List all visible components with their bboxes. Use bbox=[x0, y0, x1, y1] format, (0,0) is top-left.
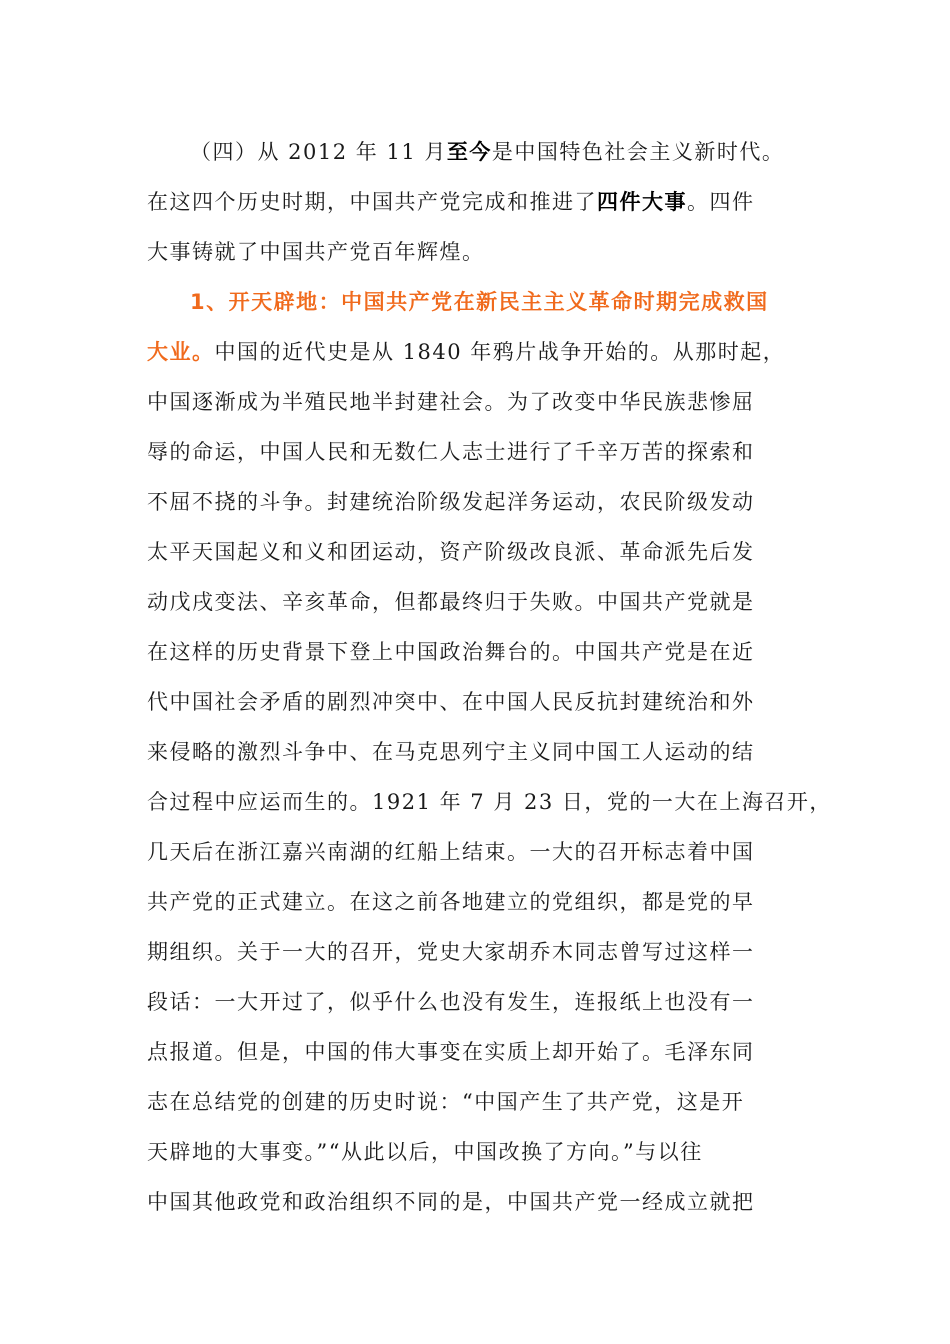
text-run: 大事铸就了中国共产党百年辉煌。 bbox=[147, 240, 485, 264]
text-run: 是中国特色社会主义新时代。 bbox=[491, 140, 785, 164]
paragraph-line: 中国逐渐成为半殖民地半封建社会。为了改变中华民族悲惨屈 bbox=[147, 390, 755, 414]
paragraph-line: 志在总结党的创建的历史时说：“中国产生了共产党，这是开 bbox=[147, 1090, 745, 1114]
section-heading bbox=[190, 282, 870, 322]
paragraph-line: 几天后在浙江嘉兴南湖的红船上结束。一大的召开标志着中国 bbox=[147, 840, 755, 864]
paragraph-line: 点报道。但是，中国的伟大事变在实质上却开始了。毛泽东同 bbox=[147, 1040, 755, 1064]
paragraph-line: 太平天国起义和义和团运动，资产阶级改良派、革命派先后发 bbox=[147, 540, 755, 564]
bold-text: 至今 bbox=[446, 140, 492, 164]
paragraph-line bbox=[147, 232, 827, 272]
paragraph-line bbox=[147, 182, 827, 222]
paragraph-line: 不屈不挠的斗争。封建统治阶级发起洋务运动，农民阶级发动 bbox=[147, 490, 755, 514]
text-run: 在这四个历史时期，中国共产党完成和推进了 bbox=[147, 190, 597, 214]
bold-text: 四件大事 bbox=[597, 190, 687, 214]
paragraph-line: 段话：一大开过了，似乎什么也没有发生，连报纸上也没有一 bbox=[147, 990, 755, 1014]
paragraph-line: 代中国社会矛盾的剧烈冲突中、在中国人民反抗封建统治和外 bbox=[147, 690, 755, 714]
paragraph-line: 在这样的历史背景下登上中国政治舞台的。中国共产党是在近 bbox=[147, 640, 755, 664]
heading-text: 1、开天辟地：中国共产党在新民主主义革命时期完成救国 bbox=[190, 290, 769, 314]
paragraph-line bbox=[190, 132, 870, 172]
paragraph-line: 共产党的正式建立。在这之前各地建立的党组织，都是党的早 bbox=[147, 890, 755, 914]
heading-text: 大业。 bbox=[147, 340, 215, 364]
paragraph-line: 动戊戌变法、辛亥革命，但都最终归于失败。中国共产党就是 bbox=[147, 590, 755, 614]
paragraph-line: 来侵略的激烈斗争中、在马克思列宁主义同中国工人运动的结 bbox=[147, 740, 755, 764]
paragraph-line: 期组织。关于一大的召开，党史大家胡乔木同志曾写过这样一 bbox=[147, 940, 755, 964]
paragraph-line: 辱的命运，中国人民和无数仁人志士进行了千辛万苦的探索和 bbox=[147, 440, 755, 464]
paragraph-line bbox=[147, 332, 827, 372]
text-run: （四）从 2012 年 11 月 bbox=[190, 140, 447, 164]
paragraph-line: 中国其他政党和政治组织不同的是，中国共产党一经成立就把 bbox=[147, 1190, 755, 1214]
text-run: 。四件 bbox=[687, 190, 755, 214]
paragraph-line: 天辟地的大事变。”“从此以后，中国改换了方向。”与以往 bbox=[147, 1140, 703, 1164]
paragraph-line: 合过程中应运而生的。1921 年 7 月 23 日，党的一大在上海召开， bbox=[147, 790, 832, 814]
text-run: 中国的近代史是从 1840 年鸦片战争开始的。从那时起， bbox=[214, 340, 786, 364]
